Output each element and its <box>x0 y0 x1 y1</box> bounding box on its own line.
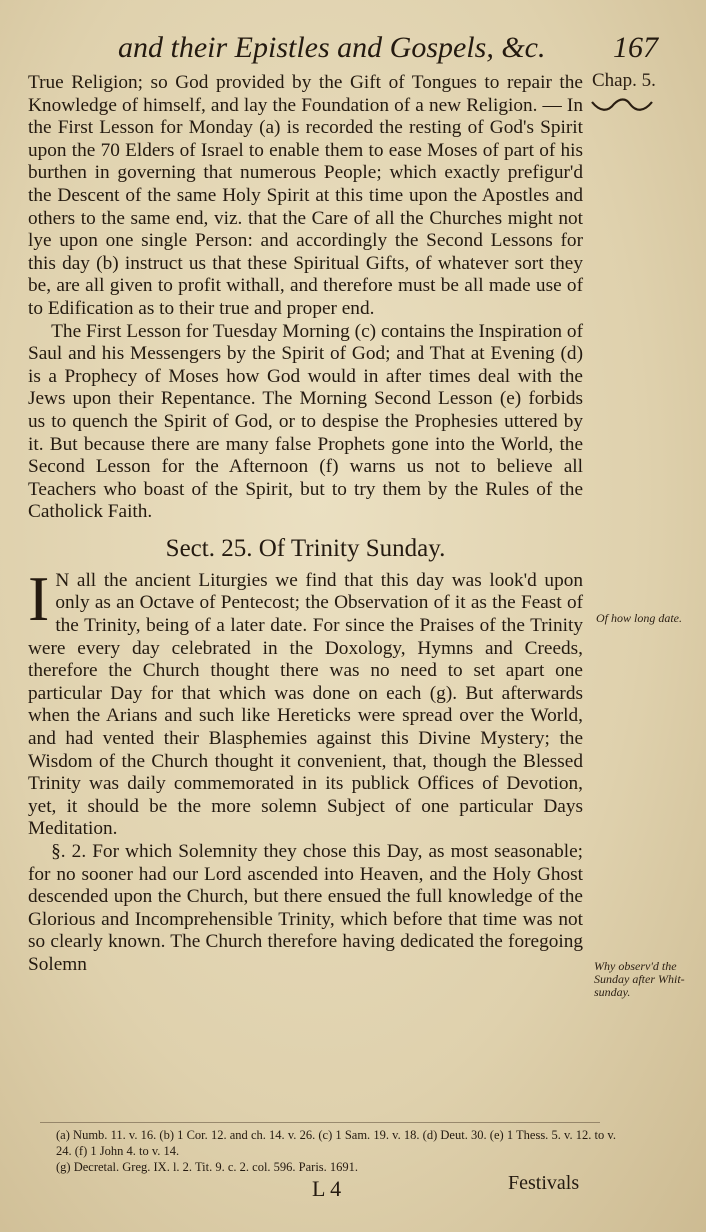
running-header <box>118 28 658 68</box>
margin-date-note: Of how long date. <box>596 611 682 625</box>
footnote-line: (g) Decretal. Greg. IX. l. 2. Tit. 9. c. 2. col. 596. Paris. 1691. <box>56 1160 359 1174</box>
footnotes <box>56 1127 616 1175</box>
margin-chapter-note: Chap. 5. <box>592 70 656 91</box>
main-text <box>28 72 583 977</box>
drop-capital: I <box>28 562 50 634</box>
section-paragraph-1 <box>28 562 583 841</box>
signature-mark: L 4 <box>312 1176 342 1201</box>
paragraph-pentecost: True Religion; so God provided by the Gift of Tongues to repair the Knowledge of himself, and lay the Foundation of a new Religion. — In the First Lesson for Monday (a) is recorded the resting of God's Spirit upon the 70 Elders of Israel to enable them to ease Moses of part of his burthen in governing that numerous People; which exactly prefigur'd the Descent of the same Holy Spirit at this time upon the Apostles and others to the same end, viz. that the Care of all the Churches might not lye upon one single Person: and accordingly the Second Lessons for this day (b) instruct us that these Spiritual Gifts, of whatever sort they be, are all given to profit withall, and therefore must be all made use of to Edification as to their true and proper end. <box>28 72 583 319</box>
running-title: and their Epistles and Gospels, &c. <box>118 31 546 64</box>
catchword: Festivals <box>508 1172 580 1194</box>
paragraph-lessons: The First Lesson for Tuesday Morning (c) contains the Inspiration of Saul and his Messengers by the Spirit of God; and That at Evening (d) is a Prophecy of Moses how God would in after times deal with the Jews upon their Repentance. The Morning Second Lesson (e) forbids us to quench the Spirit of God, or to despise the Prophesies uttered by it. But because there are many false Prophets gone into the World, the Second Lesson for the Afternoon (f) warns us not to believe all Teachers who boast of the Spirit, but to try them by the Rules of the Catholick Faith. <box>28 320 583 523</box>
footnote-line: (a) Numb. 11. v. 16. (b) 1 Cor. 12. and ch. 14. v. 26. (c) 1 Sam. 19. v. 18. (d) Deut. 30. (e) 1 Thess. 5. v. 12. to v. 24. (f) 1 John 4. to v. 14. <box>56 1128 616 1158</box>
margin-sunday-note: Why observ'd the Sunday after Whit-sunday. <box>594 959 685 999</box>
section-paragraph-2: §. 2. For which Solemnity they chose this Day, as most seasonable; for no sooner had our Lord ascended into Heaven, and the Holy Ghost descended upon the Church, but there ensued the full knowledge of the Glorious and Incomprehensible Trinity, which before that time was not so clearly known. The Church therefore having dedicated the foregoing Solemn <box>28 841 583 975</box>
section-paragraph-1-text: N all the ancient Liturgies we find that this day was look'd upon only as an Octave of Pentecost; the Observation of it as the Feast of the Trinity, being of a later date. For since the Praises of the Trinity were every day celebrated in the Doxology, Hymns and Creeds, therefore the Church thought there was no need to set apart one particular Day for that which was done on each (g). But afterwards when the Arians and such like Hereticks were spread over the World, and had vented their Blasphemies against this Divine Mystery; the Wisdom of the Church thought it convenient, that, though the Blessed Trinity was daily commemorated in its publick Offices of Devotion, yet, it should be the more solemn Subject of one particular Days Meditation. <box>28 569 583 840</box>
ornament-icon <box>590 96 654 114</box>
footnote-divider <box>40 1122 600 1123</box>
section-heading: Sect. 25. Of Trinity Sunday. <box>165 534 446 562</box>
page-number: 167 <box>613 31 658 64</box>
